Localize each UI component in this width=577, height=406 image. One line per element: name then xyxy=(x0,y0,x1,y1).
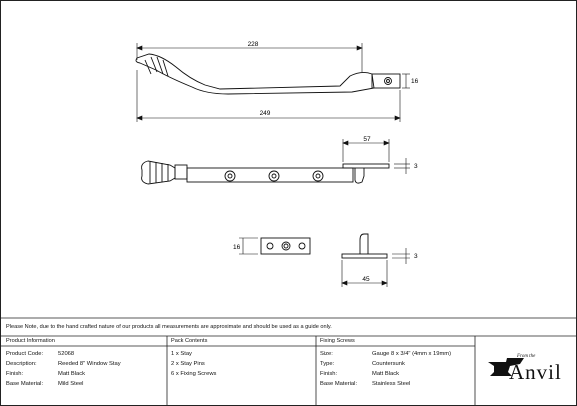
logo-wordmark: Anvil xyxy=(509,360,562,384)
dim-label-228: 228 xyxy=(247,41,259,48)
keep-plate xyxy=(261,238,310,254)
stay-top-view xyxy=(136,54,400,94)
row-key: Description: xyxy=(6,361,37,367)
product-info-row xyxy=(6,351,74,358)
row-value: Countersunk xyxy=(372,361,405,367)
dim-label-3-pin: 3 xyxy=(414,253,418,260)
fixing-screws-row xyxy=(320,351,451,358)
logo-small-text: From the xyxy=(517,354,536,359)
fixing-screws-row xyxy=(320,381,410,388)
row-key: Finish: xyxy=(6,371,24,377)
row-value: Mild Steel xyxy=(58,381,84,387)
pack-contents-header: Pack Contents xyxy=(171,338,208,344)
dim-stay-thickness xyxy=(394,158,410,174)
fixing-screws-row xyxy=(320,361,405,368)
pack-item xyxy=(171,351,192,358)
product-info-row xyxy=(6,361,121,368)
dim-label-57: 57 xyxy=(363,136,371,143)
row-value: Matt Black xyxy=(372,371,400,377)
product-info-row xyxy=(6,381,83,388)
row-key: Finish: xyxy=(320,371,338,377)
fixing-screws-row xyxy=(320,371,399,378)
row-key: Base Material: xyxy=(320,381,358,387)
row-key: Type: xyxy=(320,361,335,367)
row-value: Reeded 8" Window Stay xyxy=(58,361,121,367)
dim-plate-height xyxy=(239,238,258,254)
stay-pin xyxy=(342,234,387,258)
pack-item-text: 6 x Fixing Screws xyxy=(171,371,217,377)
product-info-row xyxy=(6,371,85,378)
stay-side-view xyxy=(142,161,389,184)
pack-item-text: 2 x Stay Pins xyxy=(171,361,205,367)
dim-label-249: 249 xyxy=(259,110,271,117)
product-info-header: Product Information xyxy=(6,338,55,344)
dim-label-45: 45 xyxy=(362,276,370,283)
dim-end-height xyxy=(402,74,410,88)
dim-label-16-top: 16 xyxy=(411,78,419,85)
fixing-screws-header: Fixing Screws xyxy=(320,338,355,344)
row-value: Stainless Steel xyxy=(372,381,411,387)
dim-label-3-side: 3 xyxy=(414,163,418,170)
pack-item-text: 1 x Stay xyxy=(171,351,192,357)
row-value: Matt Black xyxy=(58,371,86,377)
row-key: Size: xyxy=(320,351,333,357)
pack-item xyxy=(171,361,205,368)
dim-pin-thickness xyxy=(392,248,410,264)
row-key: Base Material: xyxy=(6,381,44,387)
row-value: Gauge 8 x 3/4" (4mm x 19mm) xyxy=(372,351,452,357)
row-value: 52068 xyxy=(58,351,75,357)
disclaimer-note: Please Note, due to the hand crafted nature of our products all measurements are approximate and should be used as a guide only. xyxy=(6,324,332,330)
dim-label-16-plate: 16 xyxy=(233,244,241,251)
row-key: Product Code: xyxy=(6,351,44,357)
pack-item xyxy=(171,371,216,378)
drawing-border xyxy=(1,1,577,406)
